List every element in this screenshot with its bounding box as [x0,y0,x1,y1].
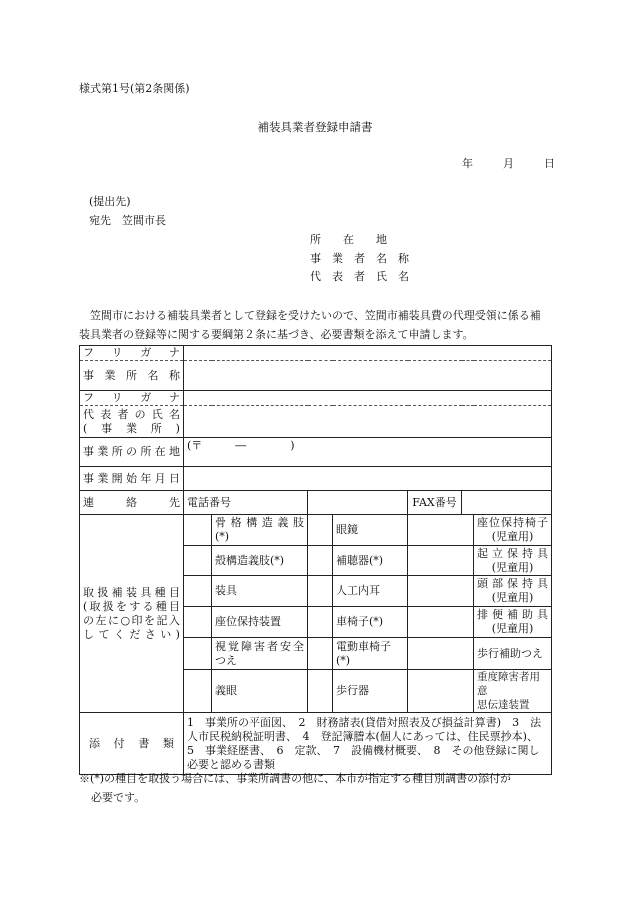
device-check-6-2[interactable] [308,670,333,713]
postal-code-label: (〒 ― ) [187,439,295,452]
device-type-item: 排 便 補 助 具 (児童用) [474,607,552,638]
device-type-item: 装具 [212,576,308,607]
device-type-item: 頭 部 保 持 具 (児童用) [474,576,552,607]
office-name-field[interactable] [184,361,552,391]
rep-name-field[interactable] [184,406,552,438]
device-check-1-3[interactable] [408,515,474,546]
date-year: 年 [462,157,473,170]
addressee: 宛先 笠間市長 [89,214,166,227]
device-type-item: 骨 格 構 造 義 肢 (*) [212,515,308,546]
footnote-line-1: ※(*)の種目を取扱う場合には、事業所調書の他に、本市が指定する種目別調書の添付が [79,772,512,785]
office-name-label: 事 業 所 名 称 [80,361,184,391]
device-check-3-2[interactable] [308,576,333,607]
applicant-business-name-label: 事 業 者 名 称 [310,252,409,265]
date-day: 日 [544,157,555,170]
device-type-item: 座位保持装置 [212,607,308,638]
device-type-item: 歩行器 [333,670,408,713]
device-check-4-3[interactable] [408,607,474,638]
device-check-5-3[interactable] [408,638,474,670]
form-number: 様式第1号(第2条関係) [79,82,190,95]
device-check-5-1[interactable] [184,638,212,670]
attachments-list: 1 事業所の平面図、 2 財務諸表(貸借対照表及び損益計算書) 3 法人市民税納税証明書、 4 登記簿謄本(個人にあっては、住民票抄本)、 5 事業経歴書、 6 定款、 7 設備機材概要、 8 その他登録に関し必要と認める書類 [184,713,552,775]
applicant-representative-label: 代 表 者 氏 名 [310,270,409,283]
document-title: 補装具業者登録申請書 [257,120,373,134]
footnote-line-2: 必要です。 [91,791,146,804]
contact-label: 連 絡 先 [80,491,184,515]
device-type-item: 義眼 [212,670,308,713]
rep-furigana-field[interactable] [184,391,552,406]
device-check-3-3[interactable] [408,576,474,607]
phone-label: 電話番号 [184,491,308,515]
fax-field[interactable] [462,491,552,515]
start-date-label: 事 業 開 始 年 月 日 [80,467,184,491]
device-type-item: 歩行補助つえ [474,638,552,670]
device-check-1-1[interactable] [184,515,212,546]
device-types-label: 取 扱 補 装 具 種 目 ( 取 扱 を す る 種 目 の 左 に ○ 印 を 記 入 し て く だ さ い ) [80,515,184,713]
start-date-field[interactable] [184,467,552,491]
device-check-2-3[interactable] [408,546,474,576]
device-type-item: 重度障害者用意 思伝達装置 [474,670,552,713]
device-type-item: 電動車椅子(*) [333,638,408,670]
rep-furigana-label: フ リ ガ ナ [80,391,184,406]
device-check-1-2[interactable] [308,515,333,546]
date-line [462,155,555,171]
device-check-4-2[interactable] [308,607,333,638]
attachments-label: 添 付 書 類 [80,713,184,775]
device-check-6-3[interactable] [408,670,474,713]
device-check-5-2[interactable] [308,638,333,670]
device-type-item: 補聴器(*) [333,546,408,576]
device-type-item: 座 位 保 持 椅 子 (児童用) [474,515,552,546]
submit-to-label: (提出先) [89,195,131,208]
device-type-item: 車椅子(*) [333,607,408,638]
device-type-item: 眼鏡 [333,515,408,546]
device-type-item: 人工内耳 [333,576,408,607]
office-furigana-field[interactable] [184,346,552,361]
rep-name-label: 代 表 者 の 氏 名 ( 事 業 所 ) [80,406,184,438]
fax-label: FAX番号 [408,491,462,515]
device-type-item: 殻構造義肢(*) [212,546,308,576]
device-check-6-1[interactable] [184,670,212,713]
applicant-address-label: 所 在 地 [310,233,387,246]
phone-field[interactable] [308,491,408,515]
date-month: 月 [503,157,514,170]
device-type-item: 視 覚 障 害 者 安 全 つえ [212,638,308,670]
furigana-label: フ リ ガ ナ [80,346,184,361]
device-check-2-1[interactable] [184,546,212,576]
office-address-label: 事 業 所 の 所 在 地 [80,438,184,467]
device-check-4-1[interactable] [184,607,212,638]
application-table [79,345,552,775]
application-statement: 笠間市における補装具業者として登録を受けたいので、笠間市補装具費の代理受領に係る補装具業者の登録等に関する要綱第２条に基づき、必要書類を添えて申請します。 [79,309,541,341]
device-type-item: 起 立 保 持 具 (児童用) [474,546,552,576]
office-address-field[interactable] [184,438,552,467]
device-check-3-1[interactable] [184,576,212,607]
device-check-2-2[interactable] [308,546,333,576]
